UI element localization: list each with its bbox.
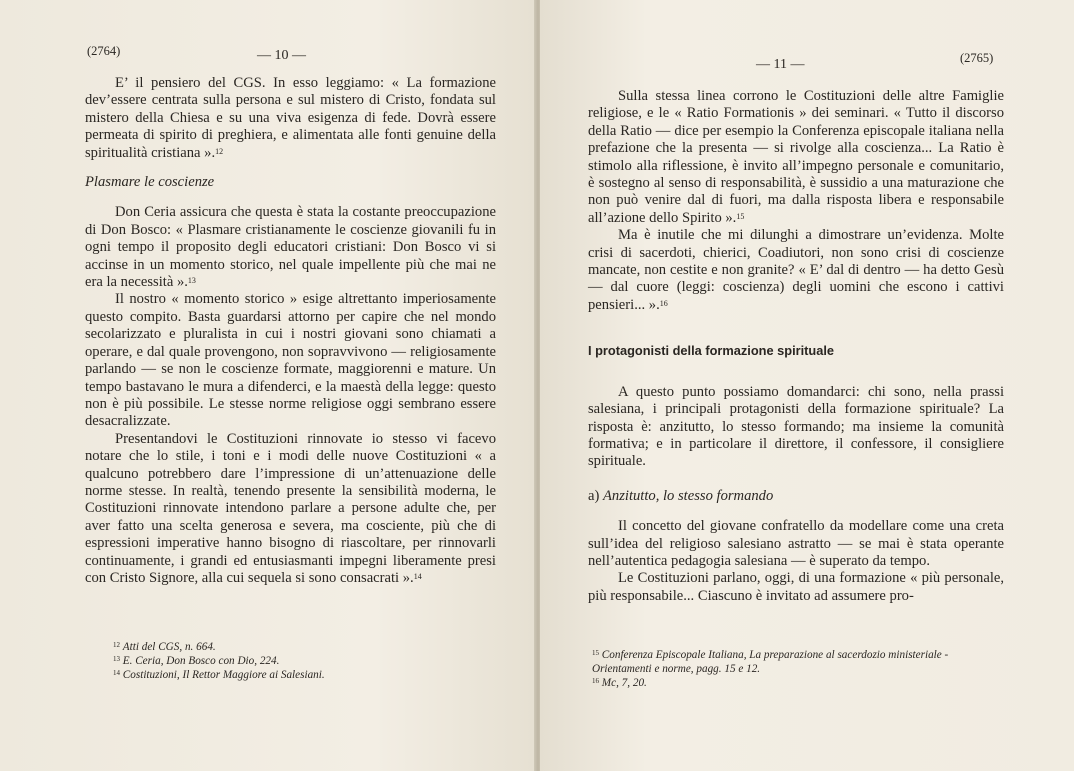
right-body-text [588,88,1004,605]
footnote-mark: 14 [113,669,120,677]
body-paragraph [85,75,496,162]
left-body-text [85,75,496,587]
left-page-number: — 10 — [257,48,306,63]
subsection-heading [588,488,1004,505]
section-heading-bold: I protagonisti della formazione spirituale [588,343,835,359]
footnote-text: E. Ceria, Don Bosco con Dio, 224. [122,655,280,667]
body-paragraph [588,227,1004,314]
footnote-text: Mc, 7, 20. [601,677,647,689]
body-paragraph [588,570,1004,605]
subsection-label: a) [588,487,600,504]
paragraph-text: Il nostro « momento storico » esige altrettanto imperiosamente questo compito. Basta guardarsi attorno per capire che nel mondo secolarizzato e pluralista in cui i nostri giovani sono chiamati a operare, e dal quale provengono, non sopravvivono — religiosamente parlando — se non le coscienze formate, maggiorenni e mature. Un tempo bastavano le mura a difenderci, e la maestà della legge: questo non è più possibile. Le stesse norme religiose oggi sembrano essere desacralizzate. [85,291,496,430]
footnote-mark: 13 [113,655,120,663]
paragraph-text: Presentandovi le Costituzioni rinnovate io stesso vi facevo notare che lo stile, i toni e i modi delle nuove Costituzioni « a qualcuno potrebbero dare l’impressione di un’attenuazione delle norme stesse. In realtà, tenendo presente la sensibilità moderna, le Costituzioni rinnovate intendono parlare a persone adulte che, per aver fatto una scelta generosa e severa, ma cosciente, più che di espressioni imperative hanno bisogno di riascoltare, per rinnovarli continuamente, i grandi ed entusiasmanti impegni liberamente presi con Cristo Signore, alla cui sequela si sono consacrati ». [85,430,496,586]
right-page-number: — 11 — [756,57,805,72]
right-page [540,0,1074,771]
footnote-mark: 16 [592,677,599,685]
footnote-ref: 15 [736,211,745,221]
paragraph-text: Le Costituzioni parlano, oggi, di una formazione « più personale, più responsabile... Ciascuno è invitato ad assumere pro- [588,570,1004,604]
paragraph-text: E’ il pensiero del CGS. In esso leggiamo: « La formazione dev’essere centrata sulla persona e sul mistero di Cristo, fondata sul mistero della Chiesa e su una viva esigenza di fede. Dovrà essere permeata di spirito di preghiera, e alimentata alle fonti genuine della spiritualità cristiana ». [85,75,496,161]
footnote-mark: 12 [113,641,120,649]
body-paragraph [85,204,496,291]
footnote-text: Atti del CGS, n. 664. [122,641,216,653]
footnote [592,648,1002,676]
left-page-code: (2764) [87,44,121,58]
paragraph-text: Sulla stessa linea corrono le Costituzioni delle altre Famiglie religiose, e le « Ratio Formationis » dei seminari. « Tutto il discorso della Ratio — dice per esempio la Conferenza episcopale italiana nella prefazione che la presenta — si rivolge alla coscienza... La Ratio è stimolo alla riflessione, è invito all’impegno personale e comunitario, è sostegno al senso di responsabilità, è sussidio a una maturazione che non può venire dal di fuori, ma dalla risposta libera e responsabile all’azione dello Spirito ». [588,88,1004,226]
footnote [113,668,513,682]
body-paragraph [588,384,1004,471]
footnote-ref: 12 [215,146,224,156]
right-footnotes [592,648,1002,690]
footnote-ref: 13 [187,276,196,286]
subsection-title: Anzitutto, lo stesso formando [603,487,774,504]
body-paragraph [588,88,1004,227]
paragraph-text: Il concetto del giovane confratello da modellare come una creta sull’idea del religioso salesiano astratto — se mai è stata operante nell’autentica pedagogia salesiana — è superato da tempo. [588,518,1004,569]
right-page-code: (2765) [960,51,994,65]
body-paragraph [85,431,496,588]
body-paragraph [85,291,496,430]
section-heading: Plasmare le coscienze [85,174,215,191]
footnote-ref: 16 [659,298,668,308]
left-footnotes [113,640,513,682]
paragraph-text: A questo punto possiamo domandarci: chi sono, nella prassi salesiana, i principali protagonisti della formazione spirituale? La risposta è: anzitutto, lo stesso formando; ma insieme la comunità formativa; e in particolare il direttore, il confessore, il consigliere spirituale. [588,383,1004,470]
footnote [592,676,1002,690]
footnote [113,654,513,668]
footnote-mark: 15 [592,649,599,657]
paragraph-text: Ma è inutile che mi dilunghi a dimostrare un’evidenza. Molte crisi di sacerdoti, chierici, Coadiutori, non sono crisi di coscienze mancate, non cestite e non granite? « E’ dal di dentro — ha detto Gesù — dal cuore (leggi: coscienza) degli uomini che escono i cattivi pensieri... ». [588,227,1004,313]
footnote-ref: 14 [413,571,422,581]
paragraph-text: Don Ceria assicura che questa è stata la costante preoccupazione di Don Bosco: « Plasmare cristianamente le coscienze giovanili fu in ogni tempo il proposito degli educatori cristiani: Don Bosco vi si accinse in un momento storico, nel quale impellente più che mai ne era la necessità ». [85,204,496,291]
footnote [113,640,513,654]
body-paragraph [588,518,1004,570]
footnote-text: Conferenza Episcopale Italiana, La preparazione al sacerdozio ministeriale - Orientamenti e norme, pagg. 15 e 12. [592,649,949,675]
left-page [0,0,536,771]
footnote-text: Costituzioni, Il Rettor Maggiore ai Salesiani. [122,669,325,681]
